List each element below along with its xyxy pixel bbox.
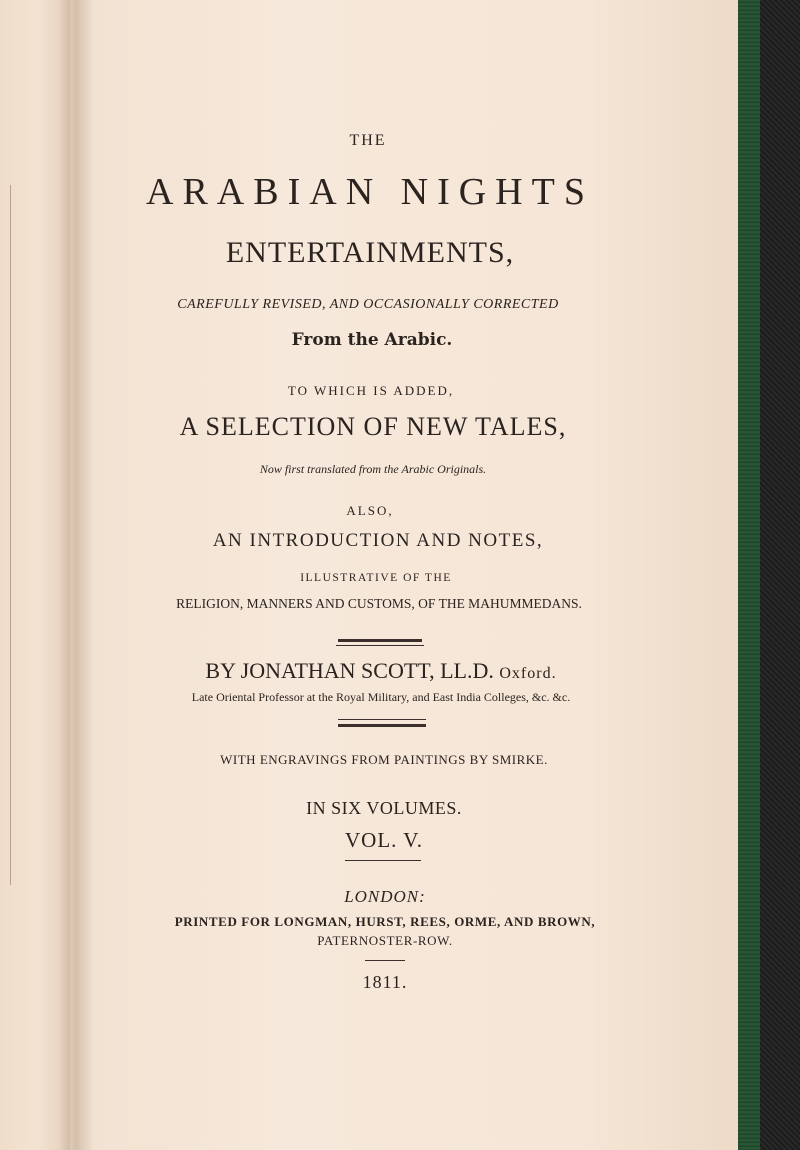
subtitle: ENTERTAINMENTS, (225, 236, 515, 269)
publication-year: 1811. (362, 972, 408, 992)
rule-lower (345, 860, 421, 861)
author-place: Oxford. (499, 665, 557, 682)
selection-line: A SELECTION OF NEW TALES, (179, 412, 567, 441)
now-first-line: Now first translated from the Arabic Originals. (259, 462, 487, 476)
author-line (0, 658, 762, 684)
author-name: BY JONATHAN SCOTT, LL.D. (205, 658, 494, 683)
also-line: ALSO, (346, 503, 394, 518)
rule-upper-thick (338, 639, 422, 642)
religion-line: RELIGION, MANNERS AND CUSTOMS, OF THE MAHUMMEDANS. (176, 596, 582, 611)
from-arabic-line: From the Arabic. (291, 330, 453, 350)
to-which-line: TO WHICH IS ADDED, (287, 383, 455, 398)
printer-line: PRINTED FOR LONGMAN, HURST, REES, ORME, AND BROWN, (174, 914, 596, 929)
city-line: LONDON: (344, 887, 426, 906)
volume-number: VOL. V. (345, 828, 423, 852)
revised-line: CAREFULLY REVISED, AND OCCASIONALLY CORRECTED (177, 297, 559, 312)
rule-middle-thin (338, 719, 426, 720)
rule-upper-thin (336, 645, 424, 646)
engravings-line: WITH ENGRAVINGS FROM PAINTINGS BY SMIRKE. (220, 752, 548, 767)
title-the: THE (349, 132, 387, 149)
rule-year (365, 960, 405, 961)
illustrative-line: ILLUSTRATIVE OF THE (300, 572, 452, 584)
introduction-line: AN INTRODUCTION AND NOTES, (212, 530, 544, 551)
main-title: ARABIAN NIGHTS (146, 171, 594, 213)
address-line: PATERNOSTER-ROW. (317, 933, 453, 948)
volumes-line: IN SIX VOLUMES. (306, 798, 462, 818)
rule-middle-thick (338, 724, 426, 727)
author-role-line: Late Oriental Professor at the Royal Military, and East India Colleges, &c. &c. (191, 690, 571, 704)
